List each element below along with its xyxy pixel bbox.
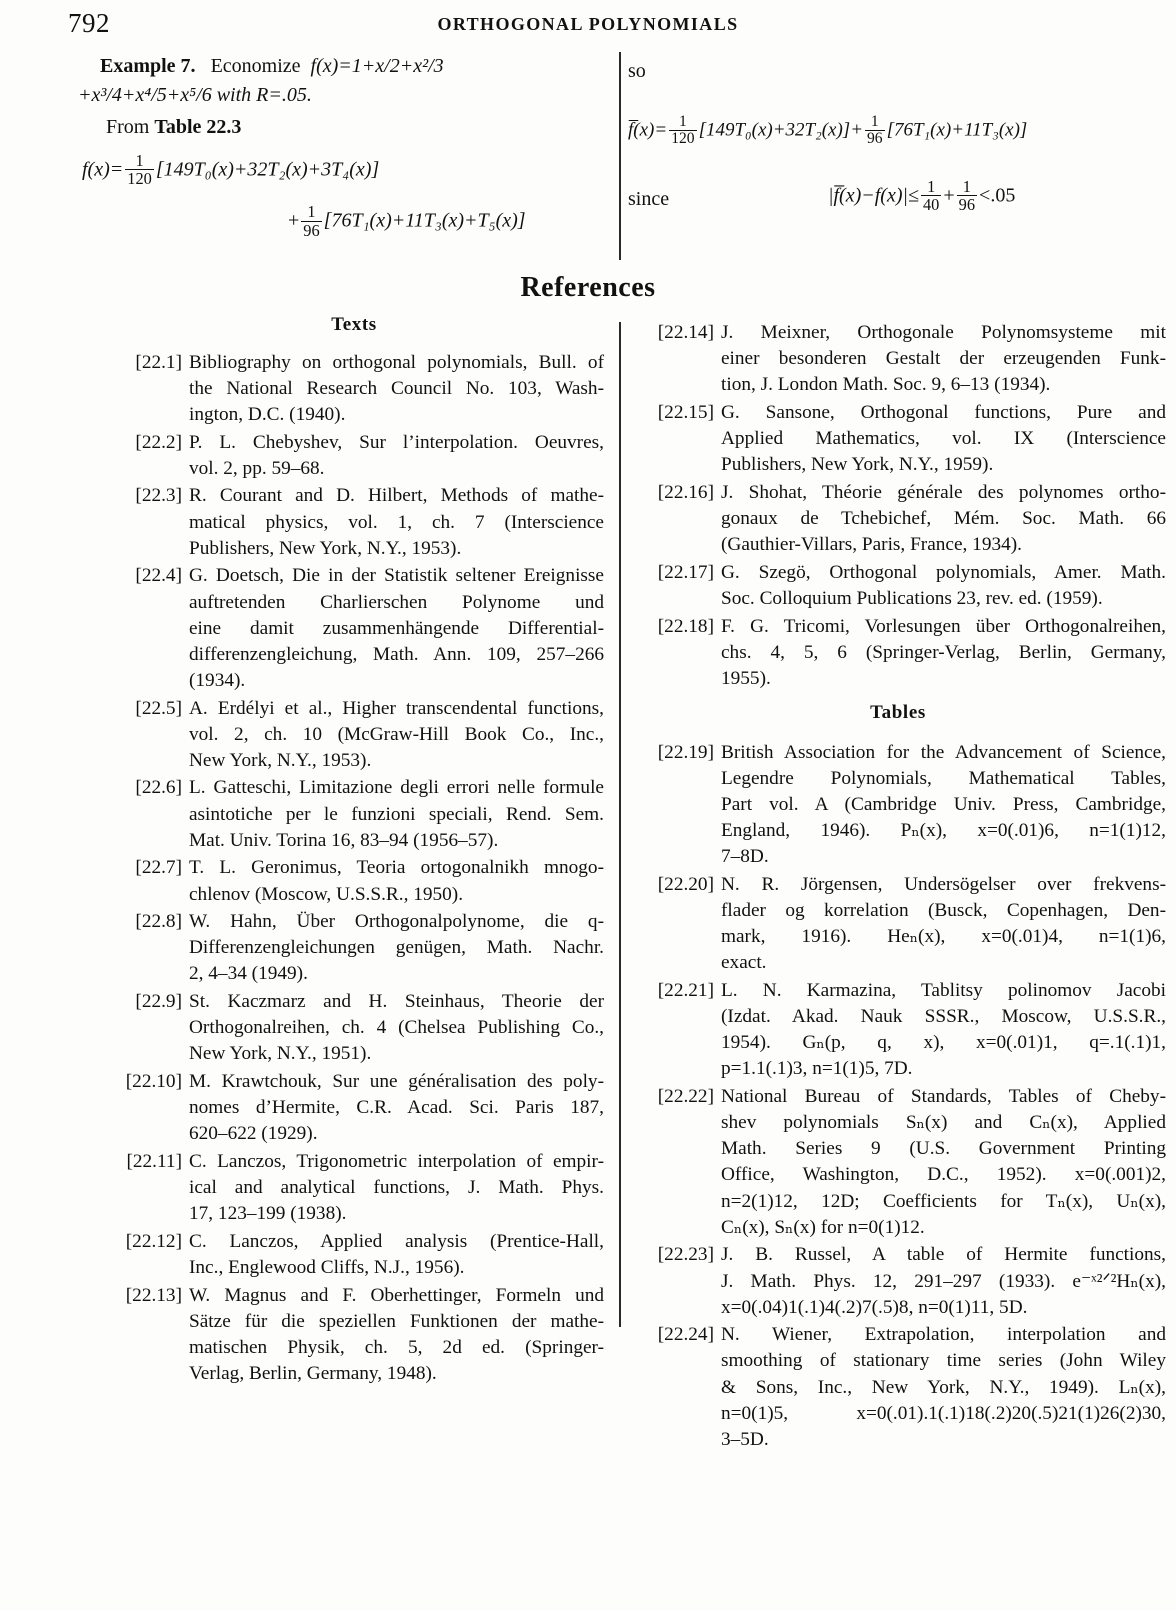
eq1-fraction	[125, 152, 154, 187]
reference-line: National Bureau of Standards, Tables of Cheby-	[721, 1086, 1166, 1108]
reference-line: L. Gatteschi, Limitazione degli errori nelle formule	[189, 777, 604, 799]
so-frac1-numerator: 1	[678, 113, 687, 130]
reference-line: n=0(1)5, x=0(.01).1(.1)18(.2)20(.5)21(1)26(2)30,	[721, 1402, 1166, 1424]
reference-entry	[630, 1084, 1166, 1241]
reference-entry	[104, 989, 604, 1067]
reference-line: L. N. Karmazina, Tablitsy polinomov Jacobi	[721, 979, 1166, 1001]
reference-line: auftretenden Charlierschen Polynome und	[189, 591, 604, 613]
reference-line: N. R. Jörgensen, Undersögelser over frekvens-	[721, 873, 1166, 895]
reference-text	[721, 320, 1166, 398]
reference-line: exact.	[721, 952, 767, 974]
reference-number: [22.10]	[125, 1071, 182, 1093]
reference-line: Orthogonalreihen, ch. 4 (Chelsea Publishing Co.,	[189, 1017, 604, 1039]
reference-text	[189, 1229, 604, 1281]
reference-line: W. Hahn, Über Orthogonalpolynome, die q-	[189, 911, 604, 933]
reference-entry	[630, 320, 1166, 398]
reference-text	[189, 855, 604, 907]
reference-text	[721, 978, 1166, 1083]
reference-text	[189, 989, 604, 1067]
reference-line: N. Wiener, Extrapolation, interpolation and	[721, 1324, 1166, 1346]
reference-number: [22.16]	[657, 481, 714, 503]
reference-text	[189, 430, 604, 482]
ineq-frac1-numerator: 1	[927, 176, 936, 196]
running-head	[0, 8, 1176, 42]
reference-entry	[630, 872, 1166, 977]
reference-entry	[104, 1149, 604, 1227]
ineq-lhs: |f̅(x)−f(x)|≤	[828, 184, 919, 207]
ineq-frac2-denominator: 96	[958, 194, 976, 214]
reference-line: Sätze für die speziellen Funktionen der mathe-	[189, 1310, 604, 1332]
reference-line: matical physics, vol. 1, ch. 7 (Interscience	[189, 511, 604, 533]
reference-line: n=2(1)12, 12D; Coefficients for Tₙ(x), Uₙ(x),	[721, 1190, 1166, 1212]
reference-line: 620–622 (1929).	[189, 1123, 318, 1145]
reference-line: chlenov (Moscow, U.S.S.R., 1950).	[189, 883, 464, 905]
references-right-column	[630, 320, 1166, 1455]
right-reference-list	[630, 320, 1166, 692]
reference-line: Office, Washington, D.C., 1952). x=0(.001)2,	[721, 1164, 1166, 1186]
so-frac2-denominator: 96	[867, 130, 883, 148]
reference-number: [22.8]	[135, 911, 182, 933]
reference-text	[189, 696, 604, 774]
reference-number: [22.20]	[657, 873, 714, 895]
reference-line: P. L. Chebyshev, Sur l’interpolation. Oeuvres,	[189, 431, 604, 453]
reference-line: nomes d’Hermite, C.R. Acad. Sci. Paris 187,	[189, 1097, 604, 1119]
reference-line: England, 1946). Pₙ(x), x=0(.01)6, n=1(1)12,	[721, 820, 1166, 842]
column-divider-top	[619, 52, 621, 260]
from-label: From	[106, 116, 150, 138]
example-line-2: +x³/4+x⁴/5+x⁵/6 with R=.05.	[78, 84, 312, 106]
so-equation	[628, 114, 1168, 148]
reference-entry	[630, 480, 1166, 558]
reference-entry	[630, 978, 1166, 1083]
reference-number: [22.2]	[135, 431, 182, 453]
reference-text	[189, 563, 604, 694]
reference-line: 17, 123–199 (1938).	[189, 1203, 347, 1225]
reference-text	[189, 1149, 604, 1227]
reference-text	[721, 1322, 1166, 1453]
reference-entry	[104, 1069, 604, 1147]
so-frac1-denominator: 120	[671, 130, 695, 148]
reference-number: [22.13]	[125, 1284, 182, 1306]
reference-entry	[104, 430, 604, 482]
reference-line: Part vol. A (Cambridge Univ. Press, Cambridge,	[721, 793, 1166, 815]
so-eq-mid: [149T₀(x)+32T₂(x)]+	[698, 119, 864, 141]
reference-line: C. Lanczos, Trigonometric interpolation of empir-	[189, 1150, 604, 1172]
reference-line: p=1.1(.1)3, n=1(1)5, 7D.	[721, 1058, 913, 1080]
reference-text	[721, 560, 1166, 612]
example-line-1	[78, 52, 608, 81]
reference-entry	[630, 1242, 1166, 1320]
example-equation-2	[288, 203, 608, 238]
reference-line: vol. 2, ch. 10 (McGraw-Hill Book Co., Inc.,	[189, 723, 604, 745]
reference-line: 1954). Gₙ(p, q, x), x=0(.01)1, q=.1(.1)1,	[721, 1032, 1166, 1054]
reference-line: 7–8D.	[721, 846, 769, 868]
reference-text	[189, 483, 604, 561]
eq1-lhs: f(x)=	[82, 158, 124, 181]
reference-line: British Association for the Advancement of Science,	[721, 741, 1166, 763]
reference-line: Verlag, Berlin, Germany, 1948).	[189, 1363, 437, 1385]
so-eq-tail: [76T₁(x)+11T₃(x)]	[886, 119, 1028, 141]
reference-line: R. Courant and D. Hilbert, Methods of mathe-	[189, 485, 604, 507]
reference-line: shev polynomials Sₙ(x) and Cₙ(x), Applied	[721, 1112, 1166, 1134]
reference-number: [22.9]	[135, 991, 182, 1013]
since-label: since	[628, 187, 670, 210]
reference-number: [22.14]	[657, 322, 714, 343]
eq2-fraction	[301, 203, 321, 238]
since-inequality	[828, 178, 1015, 213]
reference-line: G. Doetsch, Die in der Statistik seltener Ereignisse	[189, 565, 604, 587]
reference-entry	[630, 560, 1166, 612]
reference-entry	[104, 855, 604, 907]
texts-section-heading: Texts	[331, 314, 377, 335]
reference-number: [22.6]	[135, 777, 182, 799]
reference-line: flader og korrelation (Busck, Copenhagen, Den-	[721, 900, 1166, 922]
so-label: so	[628, 60, 646, 82]
reference-line: Soc. Colloquium Publications 23, rev. ed. (1959).	[721, 587, 1103, 609]
reference-text	[721, 1242, 1166, 1320]
reference-text	[721, 480, 1166, 558]
reference-line: C. Lanczos, Applied analysis (Prentice-Hall,	[189, 1230, 604, 1252]
reference-line: tion, J. London Math. Soc. 9, 6–13 (1934).	[721, 374, 1051, 396]
reference-number: [22.19]	[657, 741, 714, 763]
ineq-frac1-denominator: 40	[922, 194, 940, 214]
reference-line: ical and analytical functions, J. Math. Phys.	[189, 1177, 604, 1199]
ineq-frac2-numerator: 1	[962, 176, 971, 196]
reference-line: Applied Mathematics, vol. IX (Interscience	[721, 428, 1166, 450]
so-frac2-numerator: 1	[870, 113, 879, 130]
column-divider-bottom	[619, 322, 621, 1327]
reference-line: Legendre Polynomials, Mathematical Tables,	[721, 767, 1166, 789]
reference-text	[189, 1283, 604, 1388]
reference-line: Cₙ(x), Sₙ(x) for n=0(1)12.	[721, 1216, 925, 1238]
so-eq-lhs: f̅(x)=	[628, 119, 668, 141]
reference-line: (Gauthier-Villars, Paris, France, 1934).	[721, 534, 1022, 556]
reference-line: A. Erdélyi et al., Higher transcendental functions,	[189, 697, 604, 719]
references-heading: References	[520, 272, 656, 303]
reference-number: [22.24]	[657, 1324, 714, 1346]
reference-line: (1934).	[189, 669, 246, 691]
reference-line: chs. 4, 5, 6 (Springer-Verlag, Berlin, Germany,	[721, 641, 1166, 663]
example-line-3	[78, 113, 608, 142]
reference-line: Math. Series 9 (U.S. Government Printing	[721, 1138, 1166, 1160]
reference-line: St. Kaczmarz and H. Steinhaus, Theorie der	[189, 991, 604, 1013]
reference-number: [22.5]	[135, 697, 182, 719]
reference-entry	[104, 1283, 604, 1388]
reference-line: matischen Physik, ch. 5, 2d ed. (Springer-	[189, 1336, 604, 1358]
reference-text	[189, 1069, 604, 1147]
reference-entry	[104, 563, 604, 694]
reference-number: [22.18]	[657, 615, 714, 637]
reference-entry	[630, 400, 1166, 478]
eq1-numerator: 1	[135, 151, 144, 170]
reference-line: F. G. Tricomi, Vorlesungen über Orthogonalreihen,	[721, 615, 1166, 637]
reference-number: [22.23]	[657, 1244, 714, 1266]
reference-line: 3–5D.	[721, 1428, 769, 1450]
reference-line: the National Research Council No. 103, Wash-	[189, 377, 604, 399]
reference-entry	[630, 614, 1166, 692]
reference-entry	[630, 740, 1166, 871]
so-fraction-2	[865, 114, 885, 148]
running-title: ORTHOGONAL POLYNOMIALS	[437, 14, 739, 34]
reference-line: differenzengleichung, Math. Ann. 109, 257–266	[189, 643, 604, 665]
reference-entry	[104, 350, 604, 428]
reference-text	[721, 400, 1166, 478]
ineq-tail: <.05	[979, 184, 1016, 207]
reference-entry	[104, 909, 604, 987]
reference-number: [22.17]	[657, 561, 714, 583]
reference-line: Mat. Univ. Torina 16, 83–94 (1956–57).	[189, 829, 499, 851]
reference-line: vol. 2, pp. 59–68.	[189, 457, 325, 479]
reference-text	[721, 872, 1166, 977]
reference-line: 1955).	[721, 667, 771, 689]
eq1-rhs: [149T₀(x)+32T₂(x)+3T₄(x)]	[155, 158, 380, 181]
table-ref: Table 22.3	[154, 116, 242, 138]
reference-number: [22.21]	[657, 979, 714, 1001]
eq1-denominator: 120	[127, 169, 152, 189]
reference-line: & Sons, Inc., New York, N.Y., 1949). Lₙ(x),	[721, 1376, 1166, 1398]
tables-reference-list	[630, 740, 1166, 1453]
reference-line: asintotiche per le funzioni speciali, Rend. Sem.	[189, 803, 604, 825]
reference-entry	[104, 696, 604, 774]
reference-text	[189, 350, 604, 428]
reference-number: [22.1]	[135, 351, 182, 373]
reference-line: J. Math. Phys. 12, 291–297 (1933). e⁻ˣ²ᐟ²Hₙ(x),	[721, 1270, 1166, 1292]
reference-line: J. Shohat, Théorie générale des polynomes ortho-	[721, 481, 1166, 503]
reference-line: G. Sansone, Orthogonal functions, Pure and	[721, 401, 1166, 423]
reference-number: [22.4]	[135, 565, 182, 587]
reference-line: Bibliography on orthogonal polynomials, Bull. of	[189, 351, 604, 373]
reference-number: [22.15]	[657, 401, 714, 423]
reference-line: smoothing of stationary time series (John Wiley	[721, 1350, 1166, 1372]
example-verb: Economize	[210, 55, 301, 77]
reference-line: (Izdat. Akad. Nauk SSSR., Moscow, U.S.S.R.,	[721, 1006, 1166, 1028]
reference-text	[189, 909, 604, 987]
reference-entry	[104, 483, 604, 561]
reference-entry	[630, 1322, 1166, 1453]
reference-entry	[104, 775, 604, 853]
example-label: Example 7.	[100, 55, 196, 77]
reference-line: Publishers, New York, N.Y., 1959).	[721, 454, 994, 476]
reference-number: [22.3]	[135, 485, 182, 507]
eq2-numerator: 1	[307, 202, 316, 222]
reference-line: Inc., Englewood Cliffs, N.J., 1956).	[189, 1257, 465, 1279]
reference-number: [22.11]	[126, 1150, 182, 1172]
reference-line: M. Krawtchouk, Sur une généralisation des poly-	[189, 1071, 604, 1093]
example-equation-1	[82, 152, 608, 187]
reference-line: Differenzengleichungen genügen, Math. Nachr.	[189, 937, 604, 959]
reference-text	[721, 614, 1166, 692]
reference-line: gonaux de Tchebichef, Mém. Soc. Math. 66	[721, 507, 1166, 529]
left-reference-list	[104, 350, 604, 1387]
reference-number: [22.22]	[657, 1086, 714, 1108]
ineq-fraction-2	[957, 178, 977, 213]
reference-line: T. L. Geronimus, Teoria ortogonalnikh mnogo-	[189, 857, 604, 879]
ineq-plus: +	[943, 184, 955, 207]
so-fraction-1	[669, 114, 696, 148]
references-left-column	[104, 312, 604, 1389]
tables-section-heading: Tables	[870, 701, 926, 723]
reference-number: [22.7]	[135, 857, 182, 879]
reference-text	[721, 740, 1166, 871]
ineq-fraction-1	[921, 178, 941, 213]
example-block	[78, 52, 608, 239]
reference-entry	[104, 1229, 604, 1281]
reference-line: eine damit zusammenhängende Differential-	[189, 617, 604, 639]
reference-line: ington, D.C. (1940).	[189, 404, 346, 426]
eq2-plus: +	[288, 210, 300, 233]
since-row	[628, 178, 1168, 218]
reference-line: Publishers, New York, N.Y., 1953).	[189, 537, 462, 559]
example-formula-fx: f(x)=1+x/2+x²/3	[310, 55, 444, 77]
reference-line: W. Magnus and F. Oberhettinger, Formeln und	[189, 1284, 604, 1306]
reference-line: mark, 1916). Heₙ(x), x=0(.01)4, n=1(1)6,	[721, 926, 1166, 948]
reference-line: J. Meixner, Orthogonale Polynomsysteme mit	[721, 322, 1166, 343]
reference-text	[721, 1084, 1166, 1241]
reference-line: x=0(.04)1(.1)4(.2)7(.5)8, n=0(1)11, 5D.	[721, 1296, 1028, 1318]
reference-line: New York, N.Y., 1951).	[189, 1043, 372, 1065]
reference-line: New York, N.Y., 1953).	[189, 749, 372, 771]
reference-number: [22.12]	[125, 1230, 182, 1252]
reference-text	[189, 775, 604, 853]
reference-line: 2, 4–34 (1949).	[189, 963, 308, 985]
page-number: 792	[68, 8, 110, 38]
eq2-denominator: 96	[303, 220, 320, 240]
so-block	[628, 56, 1168, 218]
reference-line: einer besonderen Gestalt der erzeugenden Funk-	[721, 348, 1166, 370]
eq2-rhs: [76T₁(x)+11T₃(x)+T₅(x)]	[323, 210, 526, 233]
reference-line: G. Szegö, Orthogonal polynomials, Amer. Math.	[721, 561, 1166, 583]
reference-line: J. B. Russel, A table of Hermite functions,	[721, 1244, 1166, 1266]
